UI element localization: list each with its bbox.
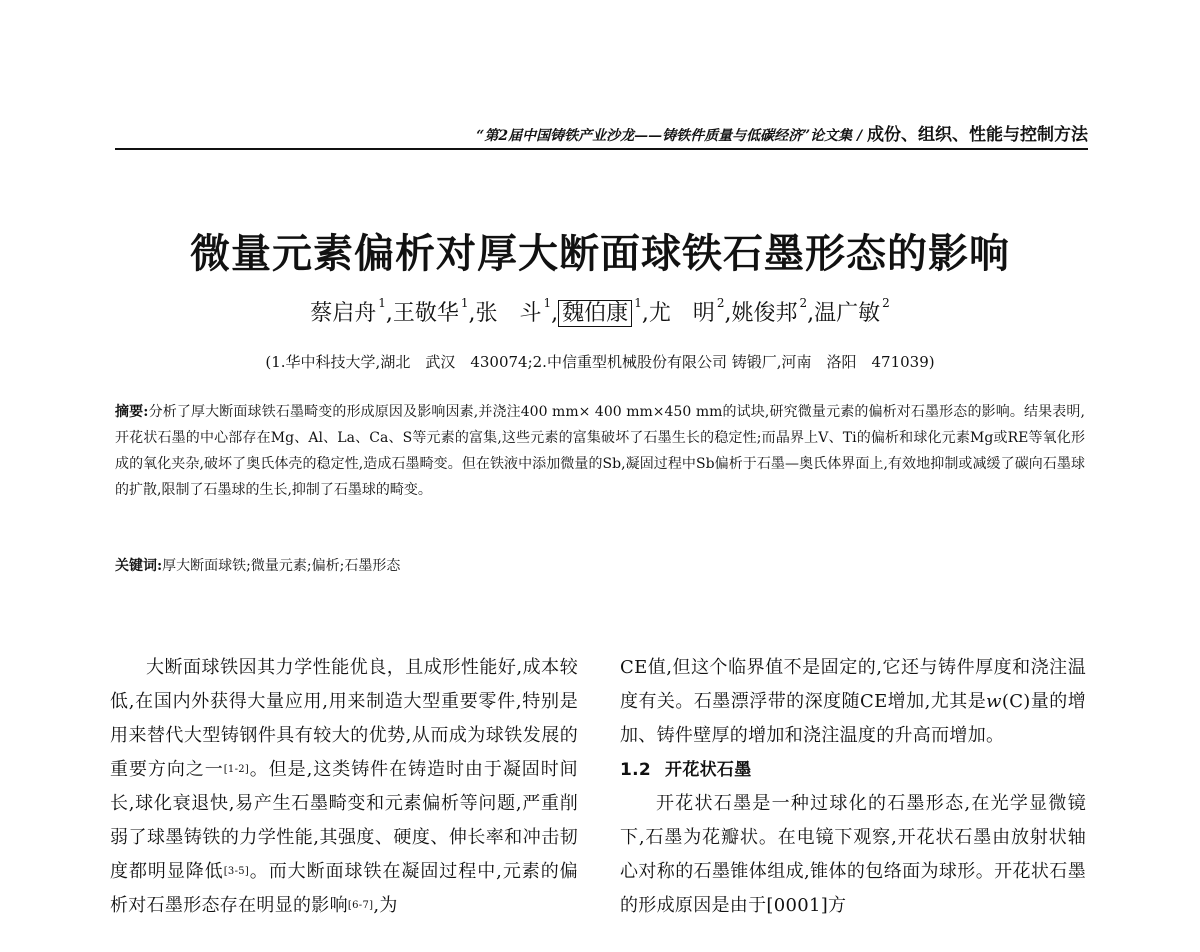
section-heading	[620, 753, 1086, 787]
paper-title: 微量元素偏析对厚大断面球铁石墨形态的影响	[190, 231, 1010, 277]
citation: [3-5]	[223, 866, 250, 877]
running-header-proceedings: “第2届中国铸铁产业沙龙——铸铁件质量与低碳经济”论文集 /	[476, 128, 867, 144]
abstract-label: 摘要:	[115, 404, 149, 420]
section-number: 1.2	[620, 760, 652, 780]
citation: [1-2]	[223, 764, 250, 775]
author-boxed: 魏伯康 $^1$	[558, 301, 642, 326]
section-title: 开花状石墨	[665, 760, 752, 780]
author: 蔡启舟 $^1$	[310, 296, 386, 326]
author: 王敬华 $^1$	[392, 296, 469, 326]
author: 姚俊邦 $^2$	[731, 296, 808, 326]
abstract-text: 分析了厚大断面球铁石墨畸变的形成原因及影响因素,并浇注400 mm× 400 mm×450 mm的试块,研究微量元素的偏析对石墨形态的影响。结果表明,开花状石墨的中心部存在Mg、Al、La、Ca、S等元素的富集,这些元素的富集破坏了石墨生长的稳定性;而晶界上V、Ti的偏析和球化元素Mg或RE等氧化形成的氧化夹杂,破坏了奥氏体壳的稳定性,造成石墨畸变。但在铁液中添加微量的Sb,凝固过程中Sb偏析于石墨—奥氏体界面上,有效地抑制或减缓了碳向石墨球的扩散,限制了石墨球的生长,抑制了石墨球的畸变。	[115, 404, 1085, 498]
affiliation: (1.华中科技大学,湖北 武汉 430074;2.中信重型机械股份有限公司 铸锻厂,河南 洛阳 471039)	[265, 353, 935, 371]
body-paragraph: CE值,但这个临界值不是固定的,它还与铸件厚度和浇注温度有关。石墨漂浮带的深度随CE增加,尤其是w(C)量的增加、铸件壁厚的增加和浇注温度的升高而增加。	[620, 657, 1086, 746]
author: 温广敏 $^2$	[814, 296, 890, 326]
body-column-left	[110, 651, 578, 923]
abstract	[115, 399, 1085, 503]
keywords	[115, 554, 1085, 578]
body-column-right	[620, 651, 1086, 923]
keywords-text: 厚大断面球铁;微量元素;偏析;石墨形态	[162, 558, 401, 574]
running-header	[115, 120, 1088, 150]
running-header-section: 成份、组织、性能与控制方法	[867, 125, 1088, 145]
citation: [6-7]	[347, 900, 374, 911]
author: 张 斗 $^1$	[475, 296, 552, 326]
body-paragraph: 大断面球铁因其力学性能优良，且成形性能好,成本较低,在国内外获得大量应用,用来制造大型重要零件,特别是用来替代大型铸钢件具有较大的优势,从而成为球铁发展的重要方向之一[1-2]。但是,这类铸件在铸造时由于凝固时间长,球化衰退快,易产生石墨畸变和元素偏析等问题,严重削弱了球墨铸铁的力学性能,其强度、硬度、伸长率和冲击韧度都明显降低[3-5]。而大断面球铁在凝固过程中,元素的偏析对石墨形态存在明显的影响[6-7],为	[110, 657, 578, 916]
keywords-label: 关键词:	[115, 558, 163, 574]
body-paragraph: 开花状石墨是一种过球化的石墨形态,在光学显微镜下,石墨为花瓣状。在电镜下观察,开花状石墨由放射状轴心对称的石墨锥体组成,锥体的包络面为球形。开花状石墨的形成原因是由于[0001]方	[620, 793, 1086, 916]
author-list: 蔡启舟 $^1$,王敬华 $^1$,张 斗 $^1$, 魏伯康 $^1$,尤 明 $^2$,姚俊邦 $^2$,温广敏 $^2$	[310, 296, 890, 326]
author: 尤 明 $^2$	[648, 296, 725, 326]
